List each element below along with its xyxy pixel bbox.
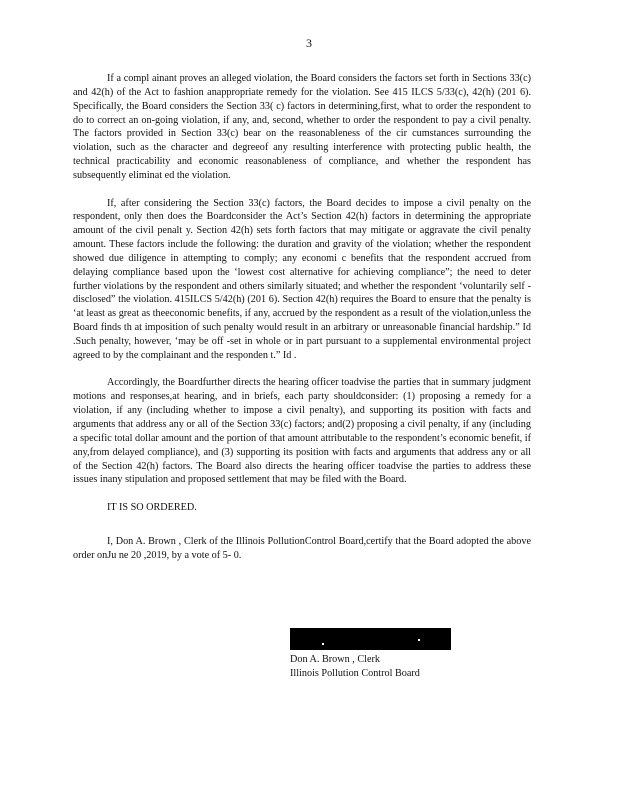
signature-block	[290, 628, 460, 681]
paragraph-civil-penalty: If, after considering the Section 33(c) factors, the Board decides to impose a civil penalty on the respondent, only then does the Boardconsider the Act’s Section 42(h) factors in determining the appropriate amount of the civil penalt y. Section 42(h) sets forth factors that may mitigate or aggravate the civil penalty amount. These factors include the following: the duration and gravity of the violation; whether the respondent showed due diligence in attempting to comply; any economi c benefits that the respondent accrued from delaying compliance based upon the ‘lowest cost alternative for achieving compliance”; the need to deter further violations by the respondent and others similarly situated; and whether the respondent ‘voluntarily self - disclosed” the violation. 415ILCS 5/42(h) (201 6). Section 42(h) requires the Board to ensure that the penalty is ‘at least as great as theeconomic benefits, if any, accrued by the respondent as a result of the violation,unless the Board finds th at imposition of such penalty would result in an arbitrary or unreasonable financial hardship.” Id .Such penalty, however, ‘may be off -set in whole or in part pursuant to a supplemental environmental project agreed to by the complainant and the responden t.” Id .	[73, 197, 531, 361]
page-number: 3	[306, 36, 312, 50]
redacted-signature	[290, 628, 451, 650]
clerk-organization: Illinois Pollution Control Board	[290, 667, 420, 679]
paragraph-hearing-officer: Accordingly, the Boardfurther directs the hearing officer toadvise the parties that in summary judgment motions and responses,at hearing, and in briefs, each party shouldconsider: (1) proposing a remedy for a violation, if any (including whether to impose a civil penalty), and supporting its position with facts and arguments that address any or all of the Section 33(c) factors; and(2) proposing a civil penalty, if any (including a specific total dollar amount and the portion of that amount attributable to the respondent’s economic benefit, if any,from delayed compliance), and (3) supporting its position with facts and arguments that address any or all of the Section 42(h) factors. The Board also directs the hearing officer toadvise the parties to address these issues inany stipulation and proposed settlement that may be filed with the Board.	[73, 377, 531, 486]
clerk-name: Don A. Brown , Clerk	[290, 654, 380, 665]
clerk-certification: I, Don A. Brown , Clerk of the Illinois PollutionControl Board,certify that the Board adopted the above order onJu ne 20 ,2019, by a vote of 5- 0.	[73, 535, 531, 561]
so-ordered-line: IT IS SO ORDERED.	[107, 502, 197, 514]
order-body	[73, 72, 531, 563]
paragraph-remedy-factors: If a compl ainant proves an alleged violation, the Board considers the factors set forth in Sections 33(c) and 42(h) of the Act to fashion anappropriate remedy for the violation. See 415 ILCS 5/33(c), 42(h) (201 6). Specifically, the Board considers the Section 33( c) factors in determining,first, what to order the respondent to do to correct an on-going violation, if any, and, second, whether to order the respondent to pay a civil penalty. The factors provided in Section 33(c) bear on the reasonableness of the cir cumstances surrounding the violation, such as the character and degreeof any resulting interference with protecting public health, the technical practicability and economic reasonableness of compliance, and whether the respondent has subsequently eliminat ed the violation.	[73, 73, 531, 181]
